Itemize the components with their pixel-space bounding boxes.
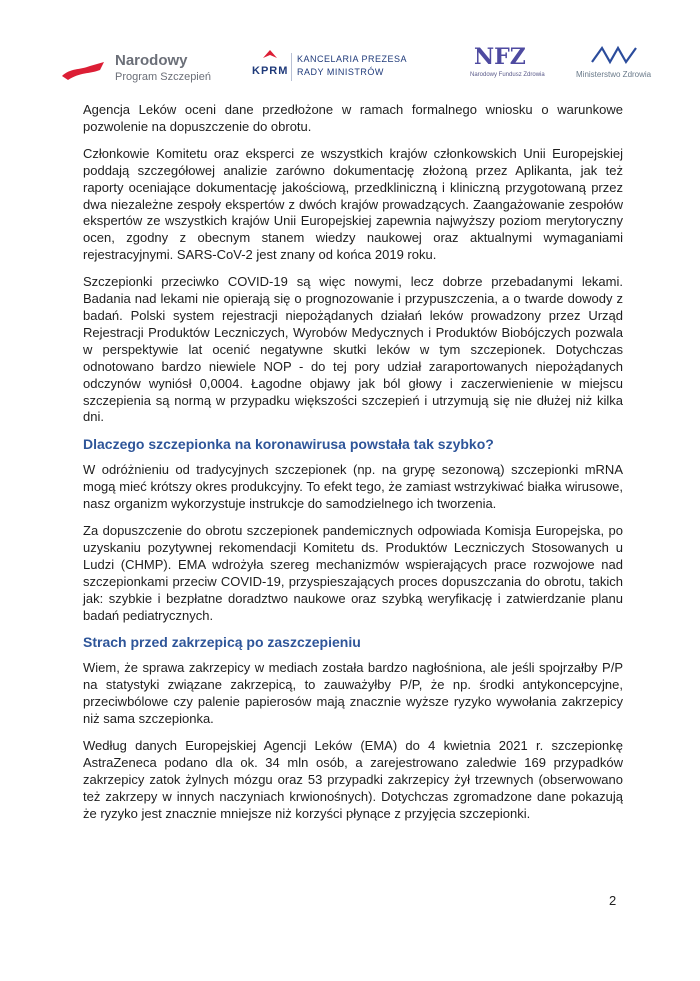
- paragraph: Za dopuszczenie do obrotu szczepionek pandemicznych odpowiada Komisja Europejska, po uzyskaniu pozytywnej rekomendacji Komitetu ds. Produktów Leczniczych Stosowanych u Ludzi (CHMP). EMA wdrożyła szereg mechanizmów wspierających prace rozwojowe nad szczepionkami przeciw COVID-19, przyspieszających proces dopuszczania do obrotu, takich jak: szybkie i bezpłatne doradztwo naukowe oraz szybką weryfikację i zatwierdzanie planu badań pediatrycznych.: [83, 523, 623, 623]
- logo-abbr: KPRM: [252, 65, 289, 77]
- logo-mark: NFZ: [474, 44, 526, 70]
- nfz-logo: [470, 44, 550, 84]
- paragraph: Członkowie Komitetu oraz eksperci ze wszystkich krajów członkowskich Unii Europejskiej poddają szczegółowej analizie zarówno dokumentację złożoną przez Aplikanta, jak też raporty oceniające dokumentację jakościową, przedkliniczną i kliniczną przygotowaną przez dwa niezależne zespoły ekspertów z dwóch krajów prowadzących. Zaangażowanie zespołów ekspertów ze wszystkich krajów Unii Europejskiej zapewnia najwyższy poziom merytoryczny ocen, zgodny z obecnym stanem wiedzy naukowej oraz aktualnymi wymaganiami rejestracyjnymi. SARS-CoV-2 jest znany od końca 2019 roku.: [83, 145, 623, 263]
- paragraph: W odróżnieniu od tradycyjnych szczepionek (np. na grypę sezonową) szczepionki mRNA mogą mieć krótszy okres produkcyjny. To efekt tego, że zamiast wstrzykiwać białka wirusowe, nasz organizm wykorzystuje instrukcje do samodzielnego ich tworzenia.: [83, 462, 623, 512]
- kprm-logo: [252, 48, 422, 88]
- flag-icon: [60, 58, 106, 82]
- page-number: 2: [609, 893, 617, 908]
- logo-subtext: Program Szczepień: [115, 71, 211, 83]
- logo-text: KANCELARIA PREZESA: [297, 54, 408, 64]
- paragraph: Wiem, że sprawa zakrzepicy w mediach została bardzo nagłośniona, ale jeśli spojrzałby P/P na statystyki związane zakrzepicą, to zauważyłby P/P, że np. środki antykoncepcyjne, przeciwbólowe czy palenie papierosów mają znacznie wyższe ryzyko wywołania zakrzepicy niż sama szczepionka.: [83, 660, 623, 727]
- paragraph: Według danych Europejskiej Agencji Leków (EMA) do 4 kwietnia 2021 r. szczepionkę AstraZeneca podano dla ok. 34 mln osób, a zarejestrowano zaledwie 169 przypadków zakrzepicy zatok żylnych mózgu oraz 53 przypadki zakrzepicy żył trzewnych (obserwowano też zakrzepy w innych naczyniach krwionośnych). Dotychczas zgromadzone dane pokazują że ryzyko jest znacznie mniejsze niż korzyści płynące z przyjęcia szczepionki.: [83, 738, 623, 821]
- eagle-icon: [262, 48, 278, 62]
- heartbeat-icon: [590, 44, 638, 66]
- narodowy-program-szczepien-logo: [60, 50, 240, 90]
- section-heading: Strach przed zakrzepicą po zaszczepieniu: [83, 634, 361, 651]
- paragraph: Szczepionki przeciwko COVID-19 są więc nowymi, lecz dobrze przebadanymi lekami. Badania nad lekami nie opierają się o prognozowanie i przypuszczenia, a o twarde dowody z badań. Polski system rejestracji niepożądanych działań leków prowadzony przez Urząd Rejestracji Produktów Leczniczych, Wyrobów Medycznych i Produktów Biobójczych pozwala w perspektywie lat ocenić negatywne skutki leków w tym szczepionek. Dotychczas odnotowano bardzo niewiele NOP - do tej pory udział zaraportowanych niepożądanych odczynów wyniósł 0,0004. Łagodne objawy jak ból głowy i zaczerwienienie w miejscu szczepienia są normą w przypadku większości szczepień i utrzymują się nie dłużej niż kilka dni.: [83, 274, 623, 425]
- logo-subtext: RADY MINISTRÓW: [297, 67, 384, 77]
- page-header: [0, 0, 700, 95]
- paragraph: Agencja Leków oceni dane przedłożone w ramach formalnego wniosku o warunkowe pozwolenie na dopuszczenie do obrotu.: [83, 102, 623, 134]
- logo-subtext: Ministerstwo Zdrowia: [576, 70, 652, 79]
- divider: [291, 53, 292, 81]
- ministerstwo-zdrowia-logo: [572, 44, 662, 84]
- logo-text: Narodowy: [115, 52, 188, 69]
- section-heading: Dlaczego szczepionka na koronawirusa powstała tak szybko?: [83, 436, 494, 453]
- logo-subtext: Narodowy Fundusz Zdrowia: [470, 72, 545, 78]
- document-body: [83, 102, 623, 833]
